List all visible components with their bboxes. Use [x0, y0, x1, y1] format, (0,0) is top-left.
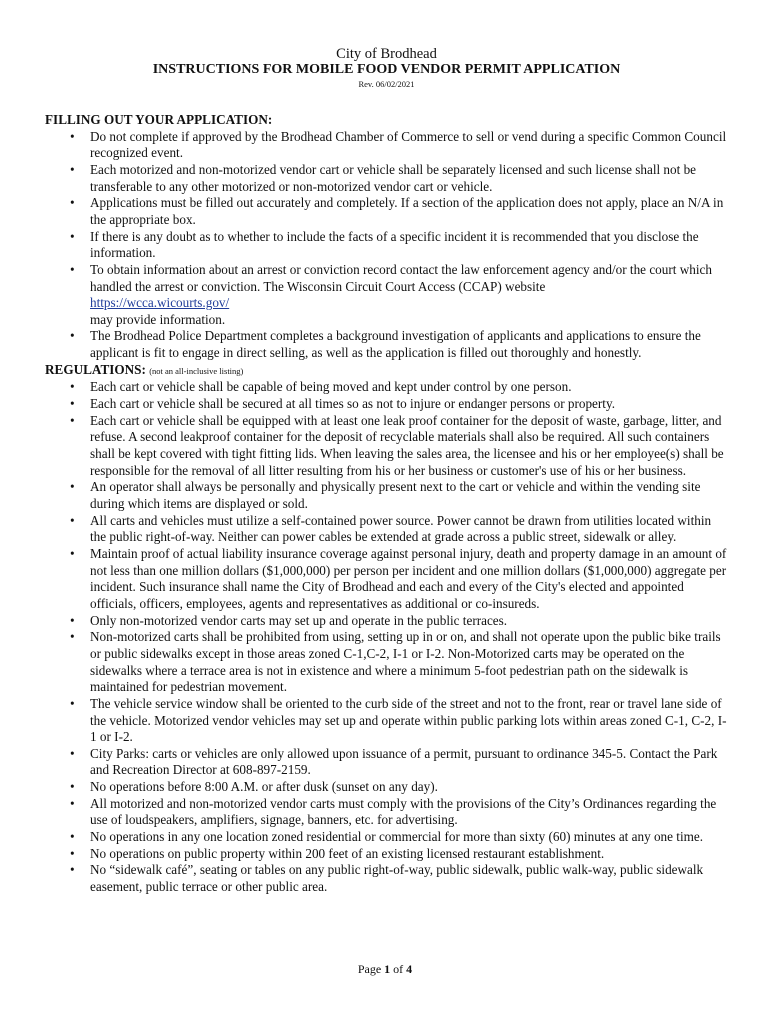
list-item: • The vehicle service window shall be oriented to the curb side of the street and not to the front, rear or travel lane side of the vehicle. Motorized vendor vehicles may set up and operate within public parking lots within areas zoned C-1, C-2, I-1 or I-2. — [90, 696, 728, 746]
page-word: Page — [357, 962, 382, 976]
filling-heading: FILLING OUT YOUR APPLICATION: — [45, 112, 273, 127]
list-item: • An operator shall always be personally and physically present next to the cart or vehicle and within the vending site during which items are displayed or sold. — [90, 479, 728, 512]
document-title: INSTRUCTIONS FOR MOBILE FOOD VENDOR PERMIT APPLICATION — [152, 62, 621, 77]
list-item: • No operations before 8:00 A.M. or after dusk (sunset on any day). — [90, 779, 728, 796]
page-footer — [0, 962, 770, 977]
ccap-after-text: may provide information. — [90, 311, 226, 327]
regulations-heading — [45, 362, 728, 380]
list-item: • Applications must be filled out accurately and completely. If a section of the application does not apply, place an N/A in the appropriate box. — [90, 195, 728, 228]
filling-list — [45, 129, 728, 362]
revision-date: Rev. 06/02/2021 — [358, 79, 415, 89]
city-name: City of Brodhead — [336, 46, 437, 62]
list-item: • Each motorized and non-motorized vendor cart or vehicle shall be separately licensed and such license shall not be transferable to any other motorized or non-motorized vendor cart or vehicle. — [90, 162, 728, 195]
list-item: • Each cart or vehicle shall be secured at all times so as not to injure or endanger persons or property. — [90, 396, 728, 413]
list-item: • City Parks: carts or vehicles are only allowed upon issuance of a permit, pursuant to ordinance 345-5. Contact the Park and Recreation Director at 608-897-2159. — [90, 746, 728, 779]
page-number: 1 — [384, 962, 391, 976]
regulations-title: REGULATIONS: — [45, 361, 146, 377]
of-word: of — [393, 962, 404, 976]
list-item: • The Brodhead Police Department completes a background investigation of applicants and applications to ensure the applicant is fit to engage in direct selling, as well as the application is filled out thoroughly and honestly. — [90, 328, 728, 361]
regulations-list — [45, 379, 728, 895]
list-item: • Each cart or vehicle shall be capable of being moved and kept under control by one person. — [90, 379, 728, 396]
list-item: • All carts and vehicles must utilize a self-contained power source. Power cannot be drawn from utilities located within the public right-of-way. Neither can power cables be extended at grade across a public street, sidewalk or alley. — [90, 513, 728, 546]
list-item: • No operations on public property within 200 feet of an existing licensed restaurant establishment. — [90, 846, 728, 863]
list-item: • Maintain proof of actual liability insurance coverage against personal injury, death and property damage in an amount of not less than one million dollars ($1,000,000) per person per incident and one million dollars ($1,000,000) aggregate per incident. Such insurance shall name the City of Brodhead and each and every of the City's elected and appointed officials, officers, employees, agents and representatives as additional or co-insureds. — [90, 546, 728, 613]
regulations-note: (not an all-inclusive listing) — [149, 365, 244, 376]
list-item: • All motorized and non-motorized vendor carts must comply with the provisions of the City’s Ordinances regarding the use of loudspeakers, amplifiers, signage, banners, etc. for advertising. — [90, 796, 728, 829]
list-item: • Each cart or vehicle shall be equipped with at least one leak proof container for the deposit of waste, garbage, litter, and refuse. A second leakproof container for the deposit of recyclable materials shall also be required. All such containers shall be kept covered with tight fitting lids. When leaving the sales area, the licensee and his or her employee(s) shall be responsible for the removal of all litter resulting from his or her business or customer's use of his or her business. — [90, 413, 728, 480]
page-total: 4 — [406, 962, 413, 976]
list-item: • If there is any doubt as to whether to include the facts of a specific incident it is recommended that you disclose the information. — [90, 229, 728, 262]
list-item: • Do not complete if approved by the Brodhead Chamber of Commerce to sell or vend during a specific Common Council recognized event. — [90, 129, 728, 162]
list-item: • Only non-motorized vendor carts may set up and operate in the public terraces. — [90, 613, 728, 630]
ccap-text: To obtain information about an arrest or conviction record contact the law enforcement agency and/or the court which handled the arrest or conviction. The Wisconsin Circuit Court Access (CCAP) website — [90, 261, 712, 294]
list-item: • Non-motorized carts shall be prohibited from using, setting up in or on, and shall not operate upon the public bike trails or public sidewalks except in those areas zoned C-1,C-2, I-1 or I-2. Non-Motorized carts may be operated on the sidewalks where a terrace area is not in existence and where a minimum 5-foot pedestrian path on the sidewalk is maintained for pedestrian movement. — [90, 629, 728, 696]
document-header — [45, 46, 728, 90]
list-item: • No “sidewalk café”, seating or tables on any public right-of-way, public sidewalk, public walk-way, public sidewalk easement, public terrace or other public area. — [90, 862, 728, 895]
list-item: • No operations in any one location zoned residential or commercial for more than sixty (60) minutes at any one time. — [90, 829, 728, 846]
ccap-link[interactable]: https://wcca.wicourts.gov/ — [90, 295, 230, 311]
list-item-ccap — [90, 262, 728, 329]
